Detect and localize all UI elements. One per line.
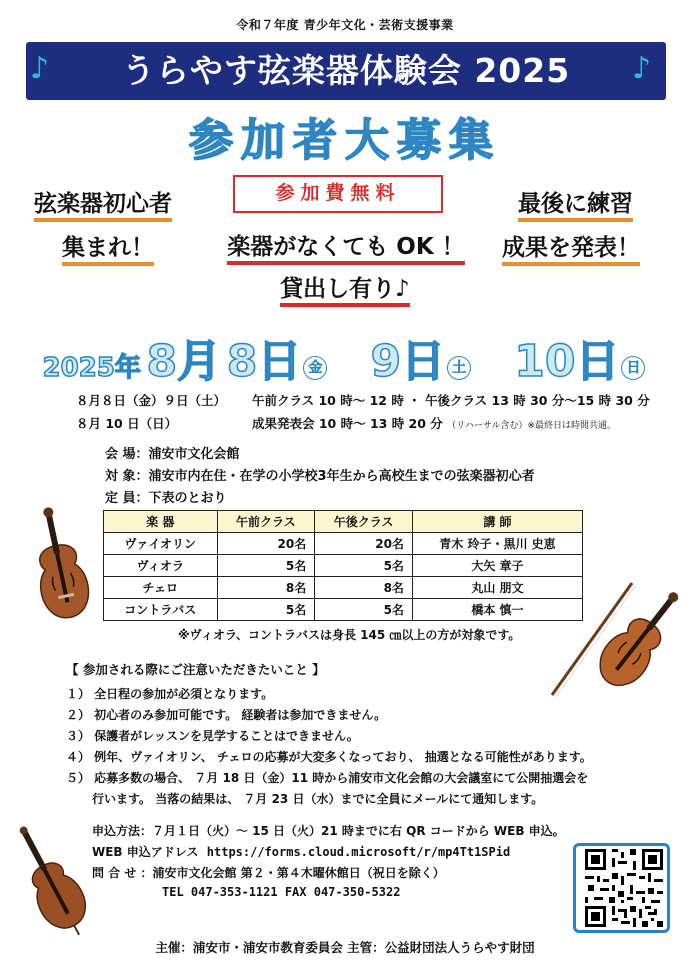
info-target: 対 象：浦安市内在住・在学の小学校3年生から高校生までの弦楽器初心者: [105, 469, 535, 484]
table-row: [104, 533, 583, 555]
recruit-heading: 参加者大募集: [189, 115, 501, 166]
highlight-rental: 貸出し有り♪: [255, 270, 435, 303]
application-method: 申込方法：７月１日（火）～ 15 日（火）21 時までに右 QR コードから WEB 申込。: [92, 824, 565, 838]
highlight-gather: 集まれ！: [62, 229, 154, 262]
schedule-days-1: ８月８日（金）９日（土）: [76, 393, 227, 408]
info-venue: 会 場：浦安市文化会館: [105, 447, 240, 462]
contrabass-icon: [8, 820, 93, 935]
schedule-times-1: 午前クラス 10 時～ 12 時 ・ 午後クラス 13 時 30 分～15 時 30 分: [252, 393, 650, 408]
table-cell: ヴィオラ: [104, 555, 218, 577]
column-header: 午前クラス: [217, 511, 315, 533]
table-cell: 5名: [217, 555, 315, 577]
organizers-footer: 主催：浦安市・浦安市教育委員会 主管：公益財団法人うらやす財団: [155, 940, 535, 955]
notice-item-continued: 行います。 当落の結果は、 ７月 23 日（水）までに全員にメールにて通知します。: [92, 792, 544, 806]
web-address-line: WEB 申込アドレス https://forms.cloud.microsoft/r/mp4Tt1SPid: [92, 845, 511, 859]
info-capacity: 定 員：下表のとおり: [105, 491, 227, 506]
web-address-link[interactable]: https://forms.cloud.microsoft/r/mp4Tt1SPid: [206, 845, 511, 859]
table-cell: 5名: [217, 599, 315, 621]
table-cell: 橋本 慎一: [412, 599, 582, 621]
table-row: [104, 577, 583, 599]
table-cell: 丸山 朋文: [412, 577, 582, 599]
table-note: ※ヴィオラ、コントラバスは身長 145 ㎝以上の方が対象です。: [178, 628, 521, 642]
table-cell: チェロ: [104, 577, 218, 599]
qr-code-icon[interactable]: [585, 849, 663, 927]
event-title: うらやす弦楽器体験会 2025: [121, 51, 571, 90]
schedule-times-2: 成果発表会 10 時～ 13 時 20 分 （リハーサル含む）※最終日は時間共通。: [252, 416, 616, 431]
table-cell: 5名: [315, 599, 413, 621]
notice-item: ２） 初心者のみ参加可能です。 経験者は参加できません。: [66, 708, 387, 722]
highlight-recital: 成果を発表！: [502, 229, 640, 262]
roster-table: [103, 510, 583, 621]
table-row: [104, 599, 583, 621]
table-cell: コントラバス: [104, 599, 218, 621]
notice-title: 【 参加される際にご注意いただきたいこと 】: [66, 662, 325, 677]
notice-item: １） 全日程の参加が必須となります。: [66, 687, 274, 701]
notice-item: ３） 保護者がレッスンを見学することはできません。: [66, 729, 359, 743]
table-row: [104, 555, 583, 577]
notice-item: ４） 例年、ヴァイオリン、 チェロの応募が大変多くなっており、 抽選となる可能性があります。: [66, 750, 592, 764]
highlight-beginners: 弦楽器初心者: [34, 185, 172, 218]
violin-with-bow-icon: [540, 575, 680, 705]
music-note-icon: ♪: [30, 51, 50, 86]
weekday-badge: 土: [447, 356, 471, 380]
violin-icon: [14, 505, 109, 640]
table-cell: 20名: [315, 533, 413, 555]
event-dates: 2025年 8月 8日 金 9日 土 10日 日: [0, 325, 690, 389]
highlight-no-instrument: 楽器がなくても OK ！: [212, 228, 480, 261]
table-cell: 大矢 章子: [412, 555, 582, 577]
column-header: 楽 器: [104, 511, 218, 533]
music-note-icon: ♪: [632, 51, 652, 86]
column-header: 講 師: [412, 511, 582, 533]
table-cell: 8名: [315, 577, 413, 599]
table-cell: ヴァイオリン: [104, 533, 218, 555]
table-cell: 青木 玲子・黒川 史恵: [412, 533, 582, 555]
table-cell: 5名: [315, 555, 413, 577]
notice-item: ５） 応募多数の場合、 ７月 18 日（金）11 時から浦安市文化会館の大会議室にて公開抽選会を: [66, 771, 589, 785]
contact-info: 問 合 せ ：浦安市文化会館 第２・第４木曜休館日（祝日を除く）: [92, 866, 445, 880]
table-cell: 20名: [217, 533, 315, 555]
free-fee-badge: 参加費無料: [233, 175, 443, 213]
column-header: 午後クラス: [315, 511, 413, 533]
weekday-badge: 金: [303, 356, 327, 380]
table-header-row: [104, 511, 583, 533]
weekday-badge: 日: [621, 356, 645, 380]
event-subtitle: 令和７年度 青少年文化・芸術支援事業: [236, 18, 454, 32]
contact-phone: TEL 047-353-1121 FAX 047-350-5322: [162, 885, 401, 899]
schedule-days-2: ８月 10 日（日）: [76, 416, 178, 431]
highlight-final-practice: 最後に練習: [518, 185, 633, 218]
table-cell: 8名: [217, 577, 315, 599]
